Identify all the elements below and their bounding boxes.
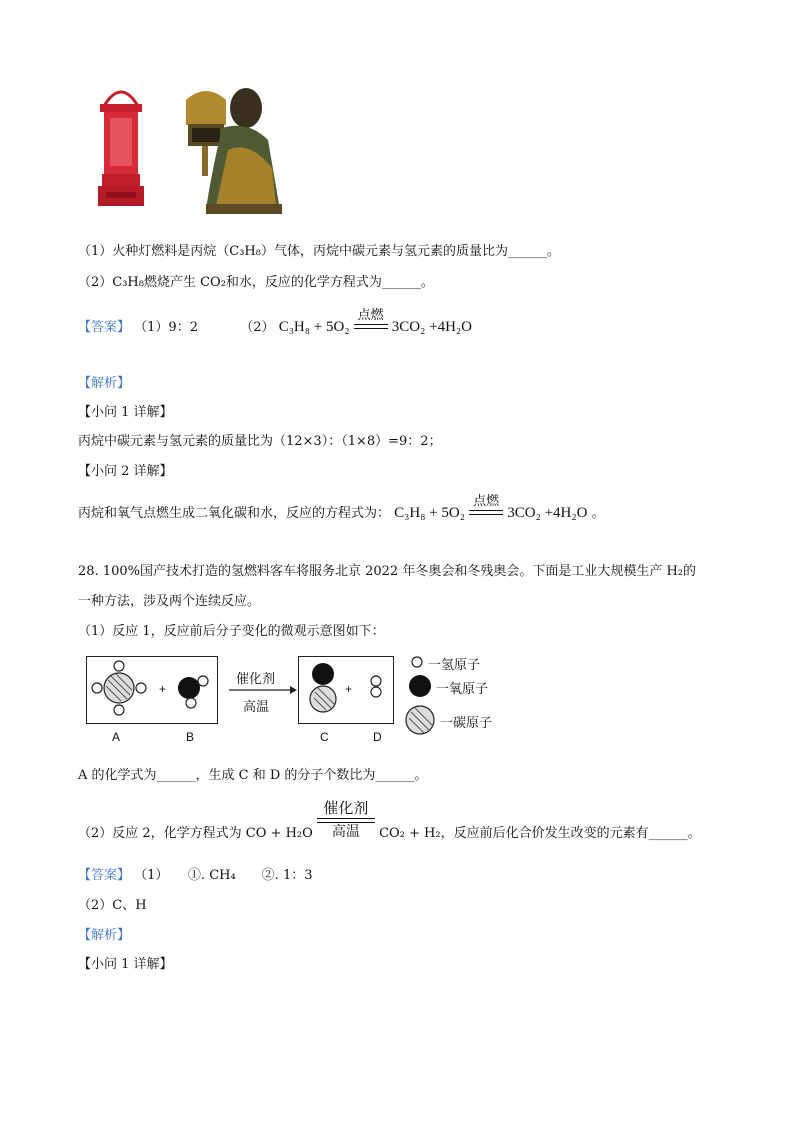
q27-answer2-prefix: （2）: [240, 320, 275, 335]
label-c: C: [320, 730, 329, 744]
bronze-lamp-statue-image: [176, 80, 286, 216]
q27-answer-row: [78, 308, 472, 338]
reaction-condition: [469, 495, 503, 516]
q28-sub2-suffix: CO₂ + H₂，反应前后化合价发生改变的元素有______。: [379, 826, 701, 841]
condition-label: 点燃: [473, 494, 500, 509]
equation-left: C₃H₈ + 5O₂: [278, 319, 350, 335]
reaction-condition: [354, 309, 388, 330]
q27-detail2: 丙烷和氧气点燃生成二氧化碳和水，反应的方程式为：: [78, 506, 391, 521]
q27-detail1: 丙烷中碳元素与氢元素的质量比为（12×3）：（1×8）=9：2；: [78, 434, 442, 449]
analysis-tag: 【解析】: [78, 928, 131, 943]
q27-detail2-row: [78, 494, 605, 524]
period: 。: [591, 506, 605, 521]
molecule-a: [92, 661, 146, 715]
q28-line2: 一种方法，涉及两个连续反应。: [78, 594, 261, 609]
q28-answer-row: [78, 864, 313, 883]
q28-blank-line: A 的化学式为______，生成 C 和 D 的分子个数比为______。: [78, 768, 428, 783]
legend-hydrogen: 一氢原子: [428, 657, 481, 672]
equation-right: 3CO₂ +4H₂O: [391, 319, 472, 335]
q28-sub2-row: [78, 800, 701, 840]
legend-carbon: 一碳原子: [440, 715, 493, 730]
equals-sign: [469, 510, 503, 515]
equals-sign: [354, 324, 388, 329]
equation-left: C₃H₈ + 5O₂: [394, 505, 465, 521]
torch-lamp-image: [92, 78, 150, 213]
answer-tag: 【答案】: [78, 320, 131, 335]
analysis-tag: 【解析】: [78, 376, 131, 391]
equation-right: 3CO₂ +4H₂O: [507, 505, 588, 521]
label-a: A: [112, 730, 121, 744]
molecule-diagram: [86, 654, 506, 746]
equals-sign: [317, 818, 375, 823]
condition-label: 点燃: [357, 308, 384, 323]
sub-q2-tag: 【小问 2 详解】: [78, 464, 173, 479]
high-temp-label: 高温: [243, 699, 270, 714]
q28-answer2: （2）C、H: [78, 898, 147, 913]
reaction-condition: [317, 800, 375, 841]
q27-answer1: （1）9：2: [134, 320, 198, 335]
molecule-b: [178, 676, 208, 708]
plus-sign: +: [159, 682, 167, 696]
q28-sub2-prefix: （2）反应 2，化学方程式为 CO + H₂O: [78, 826, 313, 841]
legend-oxygen: 一氧原子: [436, 681, 489, 696]
catalyst-label: 催化剂: [236, 671, 276, 686]
sub-q1-tag: 【小问 1 详解】: [78, 957, 173, 972]
q27-sub2: （2）C₃H₈燃烧产生 CO₂和水，反应的化学方程式为______。: [78, 275, 434, 290]
q28-answer1: （1） ①. CH₄ ②. 1：3: [134, 868, 313, 883]
sub-q1-tag: 【小问 1 详解】: [78, 405, 173, 420]
q28-line1: 28. 100%国产技术打造的氢燃料客车将服务北京 2022 年冬奥会和冬残奥会。下面是工业大规模生产 H₂的: [78, 564, 697, 579]
q28-sub1: （1）反应 1，反应前后分子变化的微观示意图如下：: [78, 624, 385, 639]
q27-sub1: （1）火种灯燃料是丙烷（C₃H₈）气体，丙烷中碳元素与氢元素的质量比为______。: [78, 244, 560, 259]
label-d: D: [373, 730, 382, 744]
label-b: B: [186, 730, 195, 744]
answer-tag: 【答案】: [78, 868, 131, 883]
plus-sign: +: [345, 682, 353, 696]
condition-top: 催化剂: [323, 799, 369, 817]
condition-bottom: 高温: [331, 824, 360, 840]
